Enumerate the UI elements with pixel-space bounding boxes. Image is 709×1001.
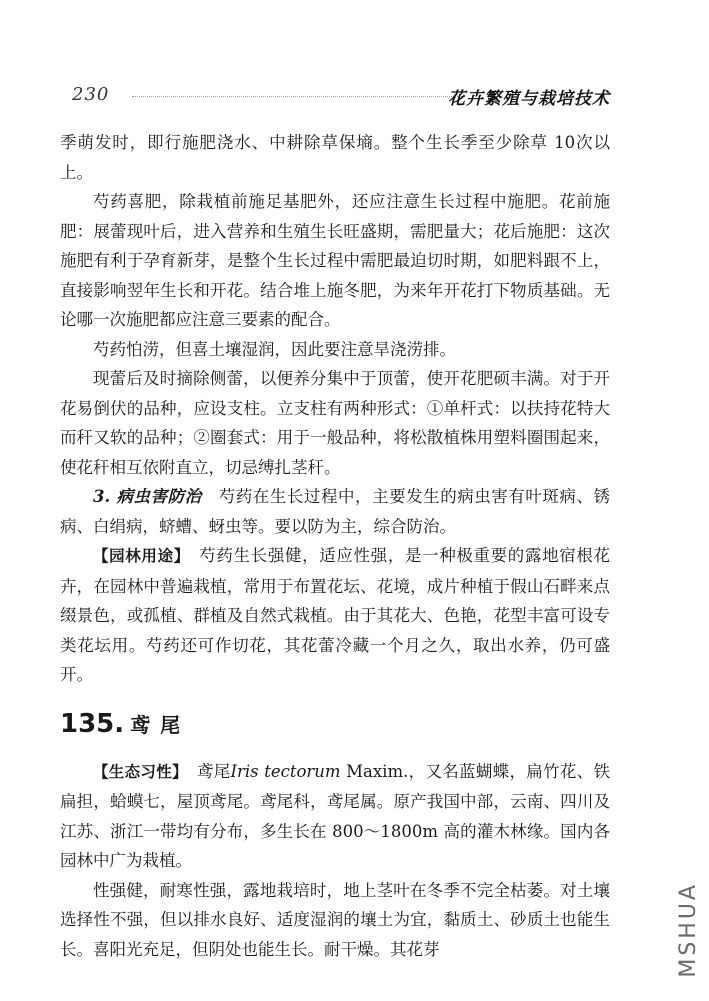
section-number: 135. — [60, 708, 125, 739]
paragraph-text: 芍药生长强健，适应性强，是一种极重要的露地宿根花卉，在园林中普遍栽植，常用于布置花坛、花境，成片种植于假山石畔来点缀景色，或孤植、群植及自然式栽植。由于其花大、色艳，花型丰富可设专类花坛用。芍药还可作切花，其花蕾冷藏一个月之久，取出水养，仍可盛开。 — [60, 546, 611, 684]
paragraph: 季萌发时，即行施肥浇水、中耕除草保墒。整个生长季至少除草 10次以上。 — [60, 133, 610, 182]
watermark: MSHUA — [676, 882, 701, 978]
paragraph: 现蕾后及时摘除侧蕾，以便养分集中于顶蕾，使开花肥硕丰满。对于开花易倒伏的品种，应设支柱。立支柱有两种形式：①单杆式：以扶持花特大而秆又软的品种；②圈套式：用于一般品种，将松散植株用塑料圈围起来，使花秆相互依附直立，切忌缚扎茎秆。 — [60, 369, 610, 477]
section-heading — [60, 704, 610, 745]
paragraph-text: 芍药在生长过程中，主要发生的病虫害有叶斑病、锈病、白绢病，蛴螬、蚜虫等。要以防为主，综合防治。 — [60, 487, 611, 536]
paragraph — [60, 482, 610, 541]
tag-garden-use: 【园林用途】 — [93, 547, 183, 565]
header-rule — [132, 96, 462, 97]
page-body — [60, 128, 610, 964]
section-title: 鸢尾 — [130, 712, 191, 737]
paragraph — [60, 541, 610, 690]
tag-ecology: 【生态习性】 — [93, 762, 181, 781]
paragraph: 芍药喜肥，除栽植前施足基肥外，还应注意生长过程中施肥。花前施肥：展蕾现叶后，进入营养和生殖生长旺盛期，需肥量大；花后施肥：这次施肥有利于孕育新芽，是整个生长过程中需肥最迫切时期，如肥料跟不上，直接影响翌年生长和开花。结合堆上施冬肥，为来年开花打下物质基础。无论哪一次施肥都应注意三要素的配合。 — [60, 192, 610, 329]
running-title: 花卉繁殖与栽培技术 — [448, 89, 610, 109]
page-number: 230 — [72, 84, 110, 105]
page-header — [60, 84, 610, 108]
paragraph: 芍药怕涝，但喜土壤湿润，因此要注意旱浇涝排。 — [93, 339, 456, 359]
paragraph: 性强健，耐寒性强，露地栽培时，地上茎叶在冬季不完全枯萎。对土壤选择性不强，但以排水良好、适度湿润的壤土为宜，黏质土、砂质土也能生长。喜阳光充足，但阴处也能生长。耐干燥。其花芽 — [60, 880, 610, 959]
paragraph — [60, 757, 610, 876]
paragraph-text: 鸢尾 — [196, 761, 231, 781]
latin-name: Iris tectorum — [230, 761, 341, 781]
subheading-pest-control: 3. 病虫害防治 — [93, 487, 202, 506]
paragraph-text: Maxim.，又名蓝蝴蝶，扁竹花、铁扁担，蛤蟆七，屋顶鸢尾。鸢尾科，鸢尾属。原产我国中部，云南、四川及江苏、浙江一带均有分布，多生长在 800～1800m 高的灌木林缘。国内各园林中广为栽植。 — [60, 761, 610, 870]
